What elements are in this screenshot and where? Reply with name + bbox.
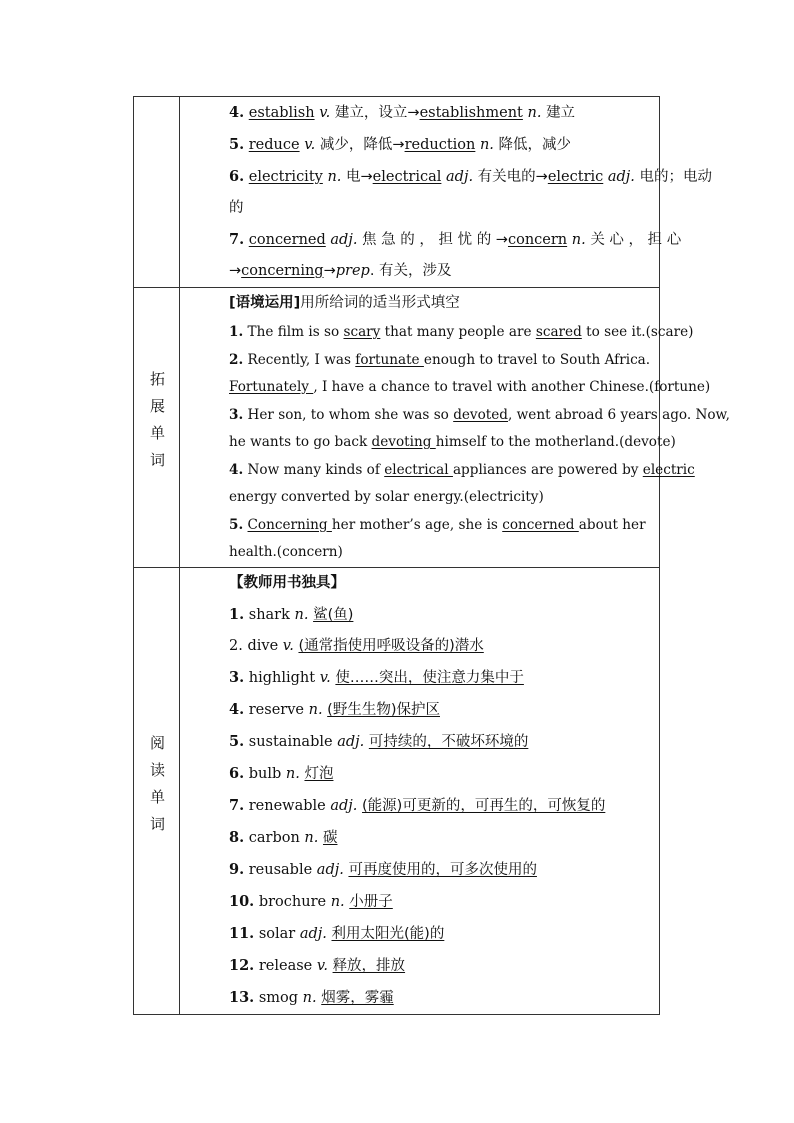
word-forms-cell	[180, 97, 713, 288]
word: reduce	[248, 137, 300, 153]
answer-blank: devoting	[371, 434, 436, 450]
meaning: 使……突出，使注意力集中于	[335, 669, 524, 686]
instruction-text: 用所给词的适当形式填空	[300, 295, 460, 311]
reading-word-item	[229, 631, 653, 662]
word: dive	[247, 637, 279, 654]
reading-word-item	[229, 982, 653, 1014]
item-number: 1.	[229, 605, 245, 623]
item-number: 3.	[229, 406, 244, 423]
word-forms-row	[134, 97, 660, 288]
item-number: 6.	[229, 168, 245, 185]
word: concern	[507, 232, 568, 248]
reading-word-item	[229, 822, 653, 854]
item-number: 4.	[229, 700, 245, 718]
item-number: 7.	[229, 231, 245, 248]
side-cell	[134, 567, 180, 1014]
item-number: 2.	[229, 637, 243, 654]
part-of-speech: adj.	[330, 797, 358, 814]
answer-blank: scared	[535, 324, 582, 340]
part-of-speech: n.	[479, 137, 494, 153]
side-cell	[134, 288, 180, 568]
part-of-speech: n.	[302, 989, 317, 1006]
arrow: →	[229, 263, 242, 279]
meaning: 可持续的，不破坏环境的	[368, 733, 529, 750]
part-of-speech: v.	[316, 957, 328, 974]
answer-blank: electric	[642, 461, 695, 478]
part-of-speech: prep	[335, 263, 370, 279]
part-of-speech: n.	[294, 606, 309, 623]
word: renewable	[248, 797, 326, 814]
sentence-text: health.(concern)	[229, 544, 343, 560]
word: carbon	[248, 829, 300, 846]
part-of-speech: v.	[319, 105, 331, 121]
exercise-sentence-continuation	[229, 374, 711, 402]
sentence-text: her mother’s age, she is	[331, 516, 503, 533]
meaning: 电的；电动	[639, 169, 713, 185]
meaning: (能源)可更新的，可再生的，可恢复的	[362, 797, 606, 814]
word: bulb	[248, 765, 282, 782]
word: electric	[547, 169, 604, 185]
word-form-item	[229, 224, 682, 256]
part-of-speech: adj.	[299, 925, 327, 942]
answer-blank: fortunate	[355, 351, 424, 368]
teacher-book-header: 【教师用书独具】	[229, 574, 345, 591]
answer-blank: Fortunately	[229, 379, 314, 395]
meaning: 建立	[546, 105, 576, 121]
item-number: 10.	[229, 892, 255, 910]
item-number: 4.	[229, 104, 245, 121]
instruction-tag: [语境运用]	[229, 295, 301, 311]
meaning-continuation: 的	[229, 200, 244, 216]
item-number: 3.	[229, 668, 245, 686]
sentence-text: that many people are	[380, 324, 536, 340]
part-of-speech: n.	[330, 893, 345, 910]
exercise-sentence-continuation	[229, 484, 653, 512]
word: shark	[248, 606, 290, 623]
item-number: 2.	[229, 351, 244, 368]
part-of-speech: adj.	[330, 232, 358, 248]
meaning: 释放，排放	[332, 957, 406, 974]
meaning: 建立，设立→	[334, 105, 420, 121]
word-form-item	[229, 129, 653, 161]
meaning: 关 心 ， 担 心	[590, 232, 682, 248]
item-number: 7.	[229, 796, 245, 814]
reading-words-cell	[180, 567, 660, 1014]
part-of-speech: v.	[319, 669, 331, 686]
part-of-speech: adj.	[316, 861, 344, 878]
answer-blank: scary	[343, 324, 381, 340]
word: reusable	[248, 861, 313, 878]
item-number: 9.	[229, 860, 245, 878]
answer-blank: devoted	[453, 406, 509, 423]
part-of-speech: adj.	[607, 169, 635, 185]
sentence-text: about her	[578, 516, 646, 533]
meaning: 利用太阳光(能)的	[331, 925, 445, 942]
meaning: 焦 急 的 ， 担 忧 的 →	[362, 232, 508, 248]
side-cell-empty	[134, 97, 180, 288]
answer-blank: concerned	[502, 516, 579, 533]
sentence-text: The film is so	[247, 324, 344, 340]
part-of-speech: n.	[327, 169, 342, 185]
sentence-text: Now many kinds of	[247, 461, 385, 478]
word: establish	[248, 105, 315, 121]
answer-blank: Concerning	[247, 516, 332, 533]
context-usage-row	[134, 288, 660, 568]
reading-word-item	[229, 886, 653, 918]
item-number: 5.	[229, 136, 245, 153]
sentence-text: enough to travel to South Africa.	[423, 351, 651, 368]
word: sustainable	[248, 733, 333, 750]
answer-blank: electrical	[384, 461, 453, 478]
part-of-speech: n.	[571, 232, 586, 248]
item-number: 12.	[229, 956, 255, 974]
reading-word-item	[229, 694, 653, 726]
word: brochure	[258, 893, 327, 910]
meaning: 可再度使用的，可多次使用的	[348, 861, 537, 878]
meaning: . 有关，涉及	[369, 263, 452, 279]
part-of-speech: v.	[304, 137, 316, 153]
sentence-text: , went abroad 6 years ago. Now,	[508, 406, 730, 423]
vocabulary-table	[133, 96, 730, 1015]
exercise-sentence-continuation	[229, 429, 676, 457]
exercise-sentence	[229, 512, 653, 540]
part-of-speech: n.	[285, 765, 300, 782]
meaning: 小册子	[349, 893, 393, 910]
exercise-sentence-continuation	[229, 539, 653, 567]
meaning: 鲨(鱼)	[313, 606, 354, 623]
meaning: (通常指使用呼吸设备的)潜水	[298, 637, 484, 654]
sentence-text: he wants to go back	[229, 434, 372, 450]
sentence-text: Recently, I was	[247, 351, 356, 368]
exercise-sentence	[229, 402, 730, 430]
exercise-sentence	[229, 319, 694, 347]
reading-words-row	[134, 567, 660, 1014]
meaning: 有关电的→	[477, 169, 548, 185]
word: reduction	[404, 137, 476, 153]
word: smog	[258, 989, 299, 1006]
reading-word-item	[229, 758, 653, 790]
item-number: 4.	[229, 461, 244, 478]
item-number: 1.	[229, 324, 244, 340]
exercise-instruction	[229, 288, 653, 319]
reading-word-item	[229, 662, 653, 694]
reading-word-item	[229, 726, 653, 758]
word: solar	[258, 925, 296, 942]
word: concerned	[248, 232, 326, 248]
item-number: 5.	[229, 732, 245, 750]
meaning: 电→	[346, 169, 373, 185]
part-of-speech: n.	[304, 829, 319, 846]
part-of-speech: adj.	[337, 733, 365, 750]
reading-word-item	[229, 950, 653, 982]
word: concerning	[241, 263, 324, 279]
meaning: 减少，降低→	[319, 137, 405, 153]
reading-word-item	[229, 918, 653, 950]
exercise-sentence	[229, 347, 653, 375]
part-of-speech: adj.	[446, 169, 474, 185]
sentence-text: himself to the motherland.(devote)	[435, 434, 676, 450]
meaning: 灯泡	[304, 765, 334, 782]
word: electrical	[372, 169, 442, 185]
meaning: 降低，减少	[498, 137, 572, 153]
exercise-sentence	[229, 457, 695, 485]
reading-word-item	[229, 599, 653, 631]
item-number: 8.	[229, 828, 245, 846]
meaning: 烟雾，雾霾	[321, 989, 394, 1006]
sentence-text: to see it.(scare)	[581, 324, 694, 340]
item-number: 5.	[229, 516, 244, 533]
word-form-item	[229, 161, 713, 193]
part-of-speech: n.	[308, 701, 323, 718]
reading-word-item	[229, 854, 653, 886]
reading-word-item	[229, 790, 653, 822]
word: reserve	[248, 701, 304, 718]
part-of-speech: v.	[282, 637, 294, 654]
sentence-text: , I have a chance to travel with another Chinese.(fortune)	[313, 379, 711, 395]
meaning: (野生生物)保护区	[327, 701, 440, 718]
word: highlight	[248, 669, 316, 686]
section-label-reading-words: 阅读单词	[148, 734, 166, 843]
part-of-speech: n.	[527, 105, 542, 121]
item-number: 13.	[229, 988, 255, 1006]
arrow: →	[323, 263, 336, 279]
context-usage-cell	[180, 288, 730, 568]
item-number: 6.	[229, 764, 245, 782]
word: electricity	[248, 169, 323, 185]
word: release	[258, 957, 313, 974]
meaning: 碳	[322, 829, 338, 846]
sentence-text: Her son, to whom she was so	[247, 406, 454, 423]
word: establishment	[419, 105, 523, 121]
item-number: 11.	[229, 924, 255, 942]
section-label-expand-words: 拓展单词	[148, 371, 166, 480]
sentence-text: appliances are powered by	[452, 461, 643, 478]
sentence-text: energy converted by solar energy.(electricity)	[229, 489, 544, 505]
word-form-item-continuation	[229, 256, 653, 287]
word-form-item	[229, 97, 653, 129]
